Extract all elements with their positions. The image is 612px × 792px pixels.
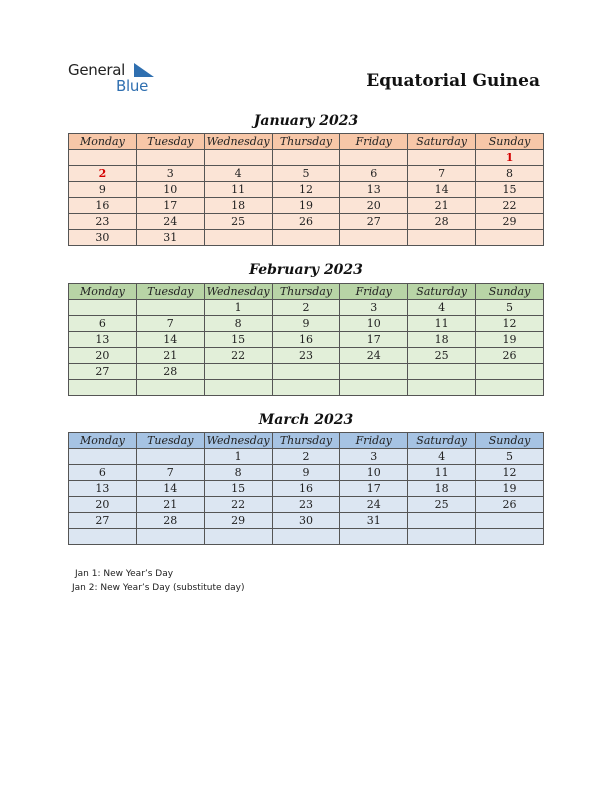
day-cell: 17 <box>340 481 408 497</box>
day-cell: 13 <box>340 182 408 198</box>
weekday-header: Wednesday <box>204 433 272 449</box>
day-cell: 20 <box>340 198 408 214</box>
day-cell: 5 <box>272 166 340 182</box>
day-cell: 7 <box>136 316 204 332</box>
day-cell <box>340 380 408 396</box>
day-cell: 28 <box>136 364 204 380</box>
day-cell: 5 <box>476 449 544 465</box>
day-cell <box>408 230 476 246</box>
day-cell <box>69 529 137 545</box>
day-cell: 27 <box>69 513 137 529</box>
day-cell <box>136 449 204 465</box>
weekday-header: Sunday <box>476 134 544 150</box>
day-cell: 10 <box>340 316 408 332</box>
day-cell: 18 <box>408 481 476 497</box>
day-cell: 23 <box>272 497 340 513</box>
weekday-header: Sunday <box>476 433 544 449</box>
day-cell: 9 <box>272 465 340 481</box>
day-cell: 28 <box>136 513 204 529</box>
weekday-header: Saturday <box>408 284 476 300</box>
day-cell: 26 <box>272 214 340 230</box>
day-cell <box>204 150 272 166</box>
day-cell <box>136 529 204 545</box>
day-cell: 22 <box>204 348 272 364</box>
day-cell: 10 <box>136 182 204 198</box>
day-cell: 30 <box>272 513 340 529</box>
day-cell: 11 <box>204 182 272 198</box>
day-cell: 21 <box>408 198 476 214</box>
day-cell <box>476 513 544 529</box>
weekday-header: Wednesday <box>204 134 272 150</box>
day-cell: 1 <box>204 300 272 316</box>
day-cell: 20 <box>69 348 137 364</box>
day-cell <box>136 300 204 316</box>
day-cell: 15 <box>476 182 544 198</box>
weekday-header: Tuesday <box>136 433 204 449</box>
day-cell <box>408 529 476 545</box>
day-cell: 9 <box>272 316 340 332</box>
day-cell <box>272 529 340 545</box>
logo-triangle-icon <box>134 63 154 77</box>
day-cell <box>272 364 340 380</box>
day-cell: 29 <box>204 513 272 529</box>
day-cell: 15 <box>204 332 272 348</box>
day-cell: 8 <box>204 316 272 332</box>
logo <box>68 61 168 97</box>
day-cell <box>136 380 204 396</box>
week-row <box>69 465 544 481</box>
holiday-notes <box>72 567 245 595</box>
day-cell: 19 <box>476 332 544 348</box>
day-cell <box>340 529 408 545</box>
day-cell: 12 <box>476 316 544 332</box>
day-cell <box>476 364 544 380</box>
week-row <box>69 364 544 380</box>
day-cell: 22 <box>476 198 544 214</box>
day-cell: 23 <box>272 348 340 364</box>
day-cell: 29 <box>476 214 544 230</box>
week-row <box>69 230 544 246</box>
day-cell: 6 <box>69 316 137 332</box>
calendar-march <box>68 432 544 545</box>
week-row <box>69 481 544 497</box>
week-row <box>69 150 544 166</box>
week-row <box>69 332 544 348</box>
weekday-header: Thursday <box>272 433 340 449</box>
day-cell <box>340 230 408 246</box>
weekday-header: Tuesday <box>136 284 204 300</box>
week-row <box>69 182 544 198</box>
day-cell: 25 <box>408 348 476 364</box>
day-cell: 6 <box>69 465 137 481</box>
day-cell: 26 <box>476 497 544 513</box>
week-row <box>69 316 544 332</box>
weekday-header: Thursday <box>272 134 340 150</box>
day-cell <box>204 230 272 246</box>
day-cell: 21 <box>136 497 204 513</box>
country-title: Equatorial Guinea <box>366 71 540 91</box>
day-cell <box>136 150 204 166</box>
day-cell <box>272 150 340 166</box>
weekday-header: Wednesday <box>204 284 272 300</box>
weekday-header-row <box>69 284 544 300</box>
day-cell: 6 <box>340 166 408 182</box>
day-cell <box>476 380 544 396</box>
week-row <box>69 214 544 230</box>
day-cell: 26 <box>476 348 544 364</box>
day-cell: 3 <box>340 449 408 465</box>
week-row <box>69 513 544 529</box>
weekday-header: Friday <box>340 284 408 300</box>
day-cell: 2 <box>272 449 340 465</box>
day-cell: 24 <box>340 348 408 364</box>
day-cell: 19 <box>272 198 340 214</box>
day-cell: 8 <box>476 166 544 182</box>
day-cell: 14 <box>136 332 204 348</box>
month-title-january: January 2023 <box>253 113 359 129</box>
day-cell: 13 <box>69 332 137 348</box>
day-cell: 31 <box>136 230 204 246</box>
day-cell: 3 <box>340 300 408 316</box>
day-cell <box>69 449 137 465</box>
day-cell <box>69 300 137 316</box>
day-cell: 27 <box>69 364 137 380</box>
week-row <box>69 449 544 465</box>
week-row <box>69 348 544 364</box>
day-cell: 16 <box>272 332 340 348</box>
day-cell: 1 <box>204 449 272 465</box>
day-cell: 27 <box>340 214 408 230</box>
day-cell: 17 <box>340 332 408 348</box>
day-cell: 15 <box>204 481 272 497</box>
day-cell <box>408 513 476 529</box>
day-cell: 11 <box>408 316 476 332</box>
weekday-header: Friday <box>340 134 408 150</box>
day-cell: 13 <box>69 481 137 497</box>
day-cell: 19 <box>476 481 544 497</box>
day-cell: 23 <box>69 214 137 230</box>
week-row <box>69 166 544 182</box>
week-row <box>69 380 544 396</box>
day-cell <box>408 380 476 396</box>
day-cell: 9 <box>69 182 137 198</box>
day-cell: 10 <box>340 465 408 481</box>
day-cell <box>340 150 408 166</box>
day-cell: 3 <box>136 166 204 182</box>
weekday-header: Saturday <box>408 433 476 449</box>
day-cell: 8 <box>204 465 272 481</box>
day-cell: 22 <box>204 497 272 513</box>
day-cell <box>204 364 272 380</box>
day-cell: 17 <box>136 198 204 214</box>
weekday-header: Saturday <box>408 134 476 150</box>
month-title-february: February 2023 <box>249 262 363 278</box>
day-cell: 16 <box>69 198 137 214</box>
day-cell: 4 <box>204 166 272 182</box>
day-cell <box>204 380 272 396</box>
calendar-january <box>68 133 544 246</box>
day-cell: 5 <box>476 300 544 316</box>
day-cell: 18 <box>204 198 272 214</box>
calendar-february <box>68 283 544 396</box>
day-cell: 1 <box>476 150 544 166</box>
day-cell: 12 <box>272 182 340 198</box>
day-cell <box>69 380 137 396</box>
week-row <box>69 497 544 513</box>
weekday-header: Friday <box>340 433 408 449</box>
day-cell: 12 <box>476 465 544 481</box>
weekday-header: Monday <box>69 433 137 449</box>
day-cell: 2 <box>272 300 340 316</box>
holiday-note: Jan 1: New Year’s Day <box>75 569 174 579</box>
day-cell: 20 <box>69 497 137 513</box>
month-title-march: March 2023 <box>258 412 354 428</box>
day-cell <box>272 380 340 396</box>
day-cell <box>272 230 340 246</box>
week-row <box>69 529 544 545</box>
logo-general-text: General <box>68 61 126 79</box>
day-cell: 31 <box>340 513 408 529</box>
logo-blue-text: Blue <box>116 77 148 95</box>
week-row <box>69 300 544 316</box>
day-cell: 11 <box>408 465 476 481</box>
day-cell <box>408 150 476 166</box>
day-cell: 14 <box>408 182 476 198</box>
weekday-header-row <box>69 433 544 449</box>
day-cell: 7 <box>136 465 204 481</box>
day-cell: 18 <box>408 332 476 348</box>
day-cell: 25 <box>408 497 476 513</box>
day-cell <box>408 364 476 380</box>
weekday-header: Tuesday <box>136 134 204 150</box>
weekday-header: Thursday <box>272 284 340 300</box>
weekday-header: Sunday <box>476 284 544 300</box>
weekday-header: Monday <box>69 284 137 300</box>
day-cell: 30 <box>69 230 137 246</box>
day-cell: 28 <box>408 214 476 230</box>
day-cell <box>476 230 544 246</box>
week-row <box>69 198 544 214</box>
day-cell: 24 <box>136 214 204 230</box>
day-cell: 4 <box>408 449 476 465</box>
day-cell: 7 <box>408 166 476 182</box>
weekday-header-row <box>69 134 544 150</box>
holiday-note: Jan 2: New Year’s Day (substitute day) <box>72 583 245 593</box>
day-cell: 14 <box>136 481 204 497</box>
day-cell: 24 <box>340 497 408 513</box>
day-cell <box>340 364 408 380</box>
day-cell <box>476 529 544 545</box>
weekday-header: Monday <box>69 134 137 150</box>
day-cell: 25 <box>204 214 272 230</box>
day-cell: 16 <box>272 481 340 497</box>
day-cell: 21 <box>136 348 204 364</box>
day-cell <box>204 529 272 545</box>
day-cell <box>69 150 137 166</box>
day-cell: 4 <box>408 300 476 316</box>
day-cell: 2 <box>69 166 137 182</box>
